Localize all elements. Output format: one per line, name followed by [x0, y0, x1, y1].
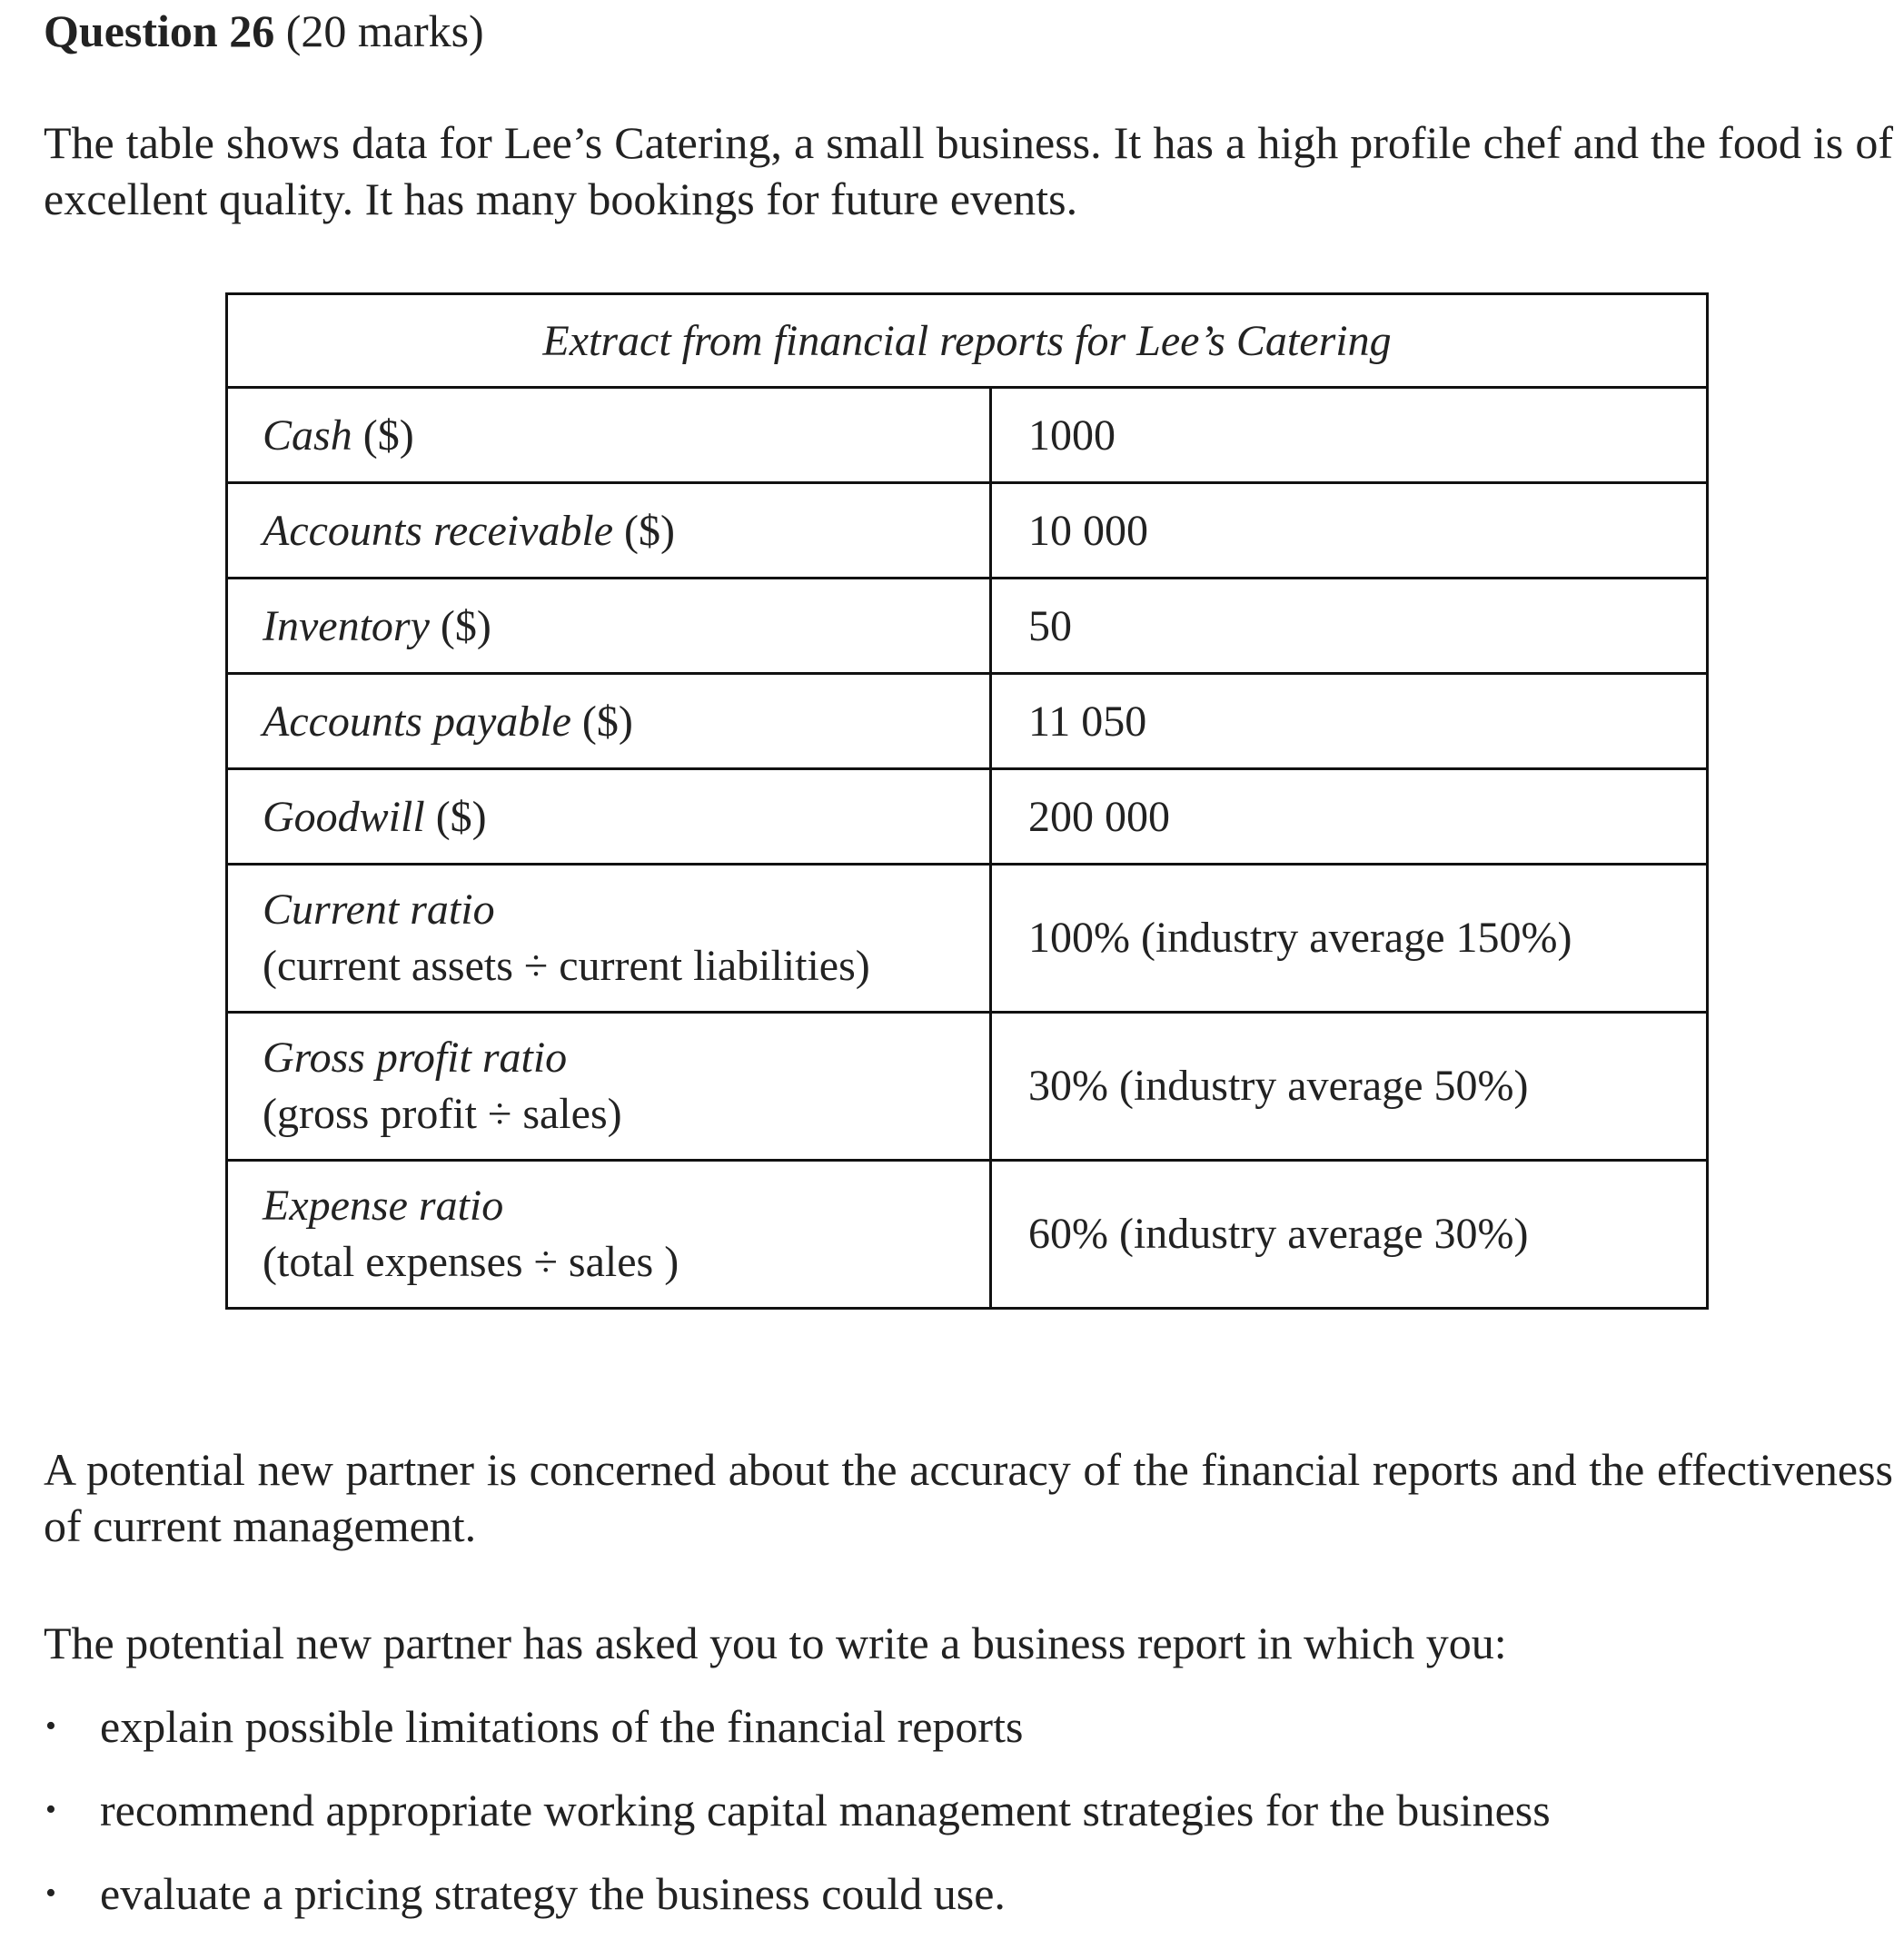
- row-value: 1000: [991, 388, 1708, 483]
- table-caption: Extract from financial reports for Lee’s Catering: [227, 294, 1708, 388]
- table-row: [227, 865, 1708, 1013]
- row-formula: (current assets ÷ current liabilities): [263, 942, 870, 990]
- list-item: • recommend appropriate working capital management strategies for the business: [44, 1782, 1551, 1865]
- intro-paragraph: The table shows data for Lee’s Catering, a small business. It has a high profile chef and the food is of excellent quality. It has many bookings for future events.: [44, 117, 1893, 224]
- row-label: Accounts receivable ($): [227, 483, 991, 579]
- row-formula: (gross profit ÷ sales): [263, 1090, 622, 1138]
- table-row: [227, 769, 1708, 865]
- row-value: 60% (industry average 30%): [991, 1161, 1708, 1309]
- table-row: [227, 388, 1708, 483]
- table-row: [227, 483, 1708, 579]
- table-row: [227, 579, 1708, 674]
- row-value: 100% (industry average 150%): [991, 865, 1708, 1013]
- row-value: 50: [991, 579, 1708, 674]
- row-label: Inventory ($): [227, 579, 991, 674]
- question-marks: (20 marks): [285, 5, 484, 56]
- list-item: • explain possible limitations of the financial reports: [44, 1698, 1551, 1782]
- row-label: Current ratio (current assets ÷ current liabilities): [227, 865, 991, 1013]
- row-value: 200 000: [991, 769, 1708, 865]
- bullet-icon: •: [45, 1793, 56, 1826]
- list-item: • evaluate a pricing strategy the business could use.: [44, 1865, 1551, 1949]
- row-value: 10 000: [991, 483, 1708, 579]
- row-label: Gross profit ratio (gross profit ÷ sales): [227, 1013, 991, 1161]
- row-label: Expense ratio (total expenses ÷ sales ): [227, 1161, 991, 1309]
- row-formula: (total expenses ÷ sales ): [263, 1238, 679, 1286]
- row-label: Goodwill ($): [227, 769, 991, 865]
- task-instruction: The potential new partner has asked you to write a business report in which you:: [44, 1618, 1507, 1668]
- financial-table: [225, 292, 1709, 1310]
- row-label: Cash ($): [227, 388, 991, 483]
- bullet-icon: •: [45, 1709, 56, 1743]
- table-row: [227, 1161, 1708, 1309]
- question-heading: [44, 2, 484, 60]
- partner-concern-paragraph: A potential new partner is concerned about the accuracy of the financial reports and the effectiveness of current management.: [44, 1444, 1893, 1551]
- row-value: 11 050: [991, 674, 1708, 769]
- table-row: [227, 674, 1708, 769]
- row-value: 30% (industry average 50%): [991, 1013, 1708, 1161]
- task-list: [44, 1698, 1551, 1949]
- table-row: [227, 1013, 1708, 1161]
- bullet-icon: •: [45, 1876, 56, 1910]
- question-title: Question 26: [44, 5, 275, 56]
- row-label: Accounts payable ($): [227, 674, 991, 769]
- table-header-row: [227, 294, 1708, 388]
